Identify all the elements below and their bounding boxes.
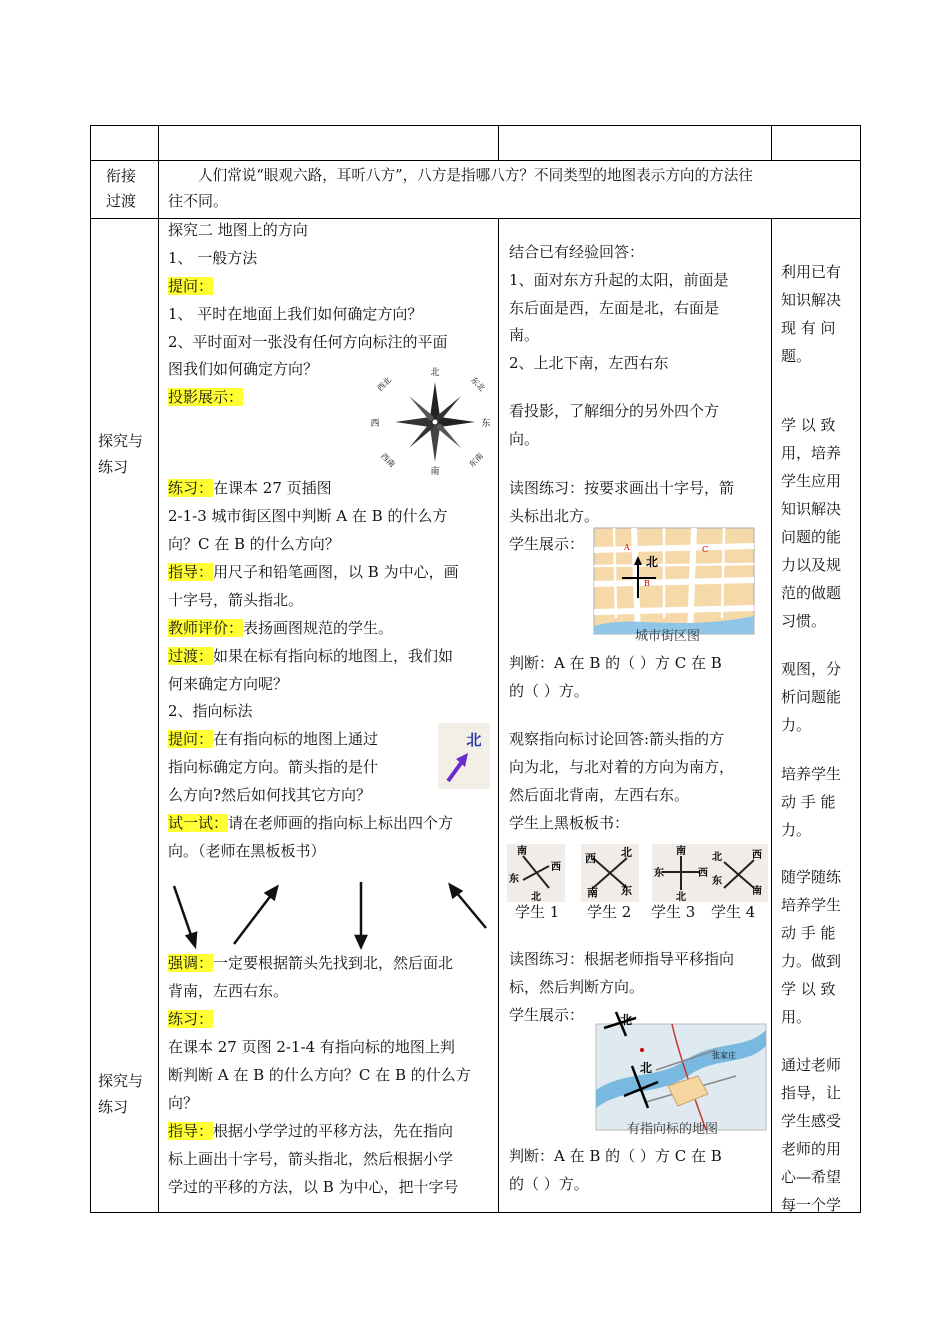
exercise-text: 在课本 27 页图 2-1-4 有指向标的地图上判	[168, 1038, 455, 1056]
row-label: 过渡	[106, 192, 137, 210]
question-text: 1、 平时在地面上我们如何确定方向？	[168, 305, 423, 323]
row-divider	[90, 160, 861, 161]
guide-text: 根据小学学过的平移方法，先在指向	[213, 1122, 454, 1140]
eval-text: 表扬画图规范的学生。	[243, 619, 394, 637]
board-drawing-2	[581, 844, 639, 902]
compass-w: 西	[370, 419, 380, 429]
col-divider	[771, 125, 772, 160]
section-title: 探究二 地图上的方向	[168, 221, 308, 239]
exercise-text: 向？	[168, 1094, 199, 1112]
purpose-text: 通过老师	[781, 1056, 842, 1074]
north-icon-label: 北	[466, 731, 482, 749]
compass-n: 北	[430, 368, 440, 378]
student-caption: 学生 2	[587, 903, 632, 921]
svg-text:东: 东	[509, 874, 519, 885]
question-label: 提问：	[168, 730, 214, 748]
guide-text: 学过的平移的方法，以 B 为中心，把十字号	[168, 1178, 459, 1196]
purpose-text: 题。	[781, 347, 812, 365]
student-show-label: 学生展示：	[509, 1006, 585, 1024]
map-north-1: 北	[620, 1013, 633, 1027]
judge-text: 判断：A 在 B 的（ ）方 C 在 B	[509, 1147, 722, 1165]
student-text: 1、面对东方升起的太阳，前面是	[509, 271, 729, 289]
student-text: 看投影，了解细分的另外四个方	[509, 402, 720, 420]
col-divider	[498, 125, 499, 160]
compass-se: 东南	[467, 451, 486, 470]
svg-text:北: 北	[712, 852, 722, 863]
compass-s: 南	[430, 467, 440, 477]
student-text: 南。	[509, 326, 540, 344]
purpose-text: 利用已有	[781, 263, 842, 281]
student-show-label: 学生展示：	[509, 535, 585, 553]
purpose-text: 学生感受	[781, 1112, 842, 1130]
svg-text:北: 北	[621, 846, 632, 859]
map-point-a: A	[624, 543, 630, 552]
purpose-text: 力。	[781, 716, 812, 734]
map-north-2: 北	[640, 1061, 653, 1075]
purpose-text: 老师的用	[781, 1140, 842, 1158]
map-point-b: B	[644, 579, 650, 588]
purpose-text: 问题的能	[781, 528, 842, 546]
map-point-c: C	[702, 545, 709, 554]
purpose-text: 学 以 致	[781, 980, 836, 998]
guide-text: 用尺子和铅笔画图，以 B 为中心，画	[213, 563, 459, 581]
purpose-text: 心—希望	[781, 1168, 842, 1186]
question-label: 提问：	[168, 277, 214, 295]
question-text: 在有指向标的地图上通过	[213, 730, 379, 748]
purpose-text: 学 以 致	[781, 416, 836, 434]
row-label: 练习	[98, 1098, 129, 1116]
svg-text:西: 西	[698, 868, 708, 879]
compass-nw: 西北	[375, 375, 394, 394]
purpose-text: 习惯。	[781, 612, 827, 630]
judge-text: 的（ ）方。	[509, 682, 589, 700]
judge-text: 判断：A 在 B 的（ ）方 C 在 B	[509, 654, 722, 672]
student-text: 读图练习：按要求画出十字号，箭	[509, 479, 735, 497]
question-text: 2、平时面对一张没有任何方向标注的平面	[168, 333, 448, 351]
purpose-text: 析问题能	[781, 688, 842, 706]
purpose-text: 知识解决	[781, 500, 842, 518]
svg-text:东: 东	[654, 868, 664, 879]
exercise-text: 在课本 27 页插图	[213, 479, 332, 497]
purpose-text: 现 有 问	[781, 319, 836, 337]
eval-label: 教师评价：	[168, 619, 244, 637]
compass-e: 东	[481, 419, 491, 429]
map-caption: 有指向标的地图	[627, 1122, 719, 1137]
purpose-text: 知识解决	[781, 291, 842, 309]
purpose-text: 力以及规	[781, 556, 842, 574]
purpose-text: 动 手 能	[781, 924, 836, 942]
svg-text:北: 北	[676, 892, 686, 903]
svg-text:北: 北	[531, 892, 541, 903]
subsection: 2、指向标法	[168, 702, 253, 720]
compass-rose	[362, 364, 492, 476]
emphasis-text: 背南，左西右东。	[168, 982, 289, 1000]
board-drawing-3	[652, 844, 710, 902]
student-caption: 学生 3	[651, 903, 696, 921]
student-text: 观察指向标讨论回答:箭头指的方	[509, 730, 725, 748]
transition-text: 何来确定方向呢？	[168, 675, 289, 693]
board-drawing-4	[710, 844, 768, 902]
purpose-text: 范的做题	[781, 584, 842, 602]
purpose-text: 力。做到	[781, 952, 842, 970]
purpose-text: 指导，让	[781, 1084, 842, 1102]
question-text: 指向标确定方向。箭头指的是什	[168, 758, 379, 776]
svg-text:南: 南	[676, 846, 686, 857]
guide-text: 标上画出十字号，箭头指北，然后根据小学	[168, 1150, 454, 1168]
compass-sw: 西南	[378, 451, 397, 470]
direction-arrows	[168, 878, 498, 950]
svg-text:南: 南	[517, 846, 527, 857]
subsection: 1、 一般方法	[168, 249, 258, 267]
purpose-text: 培养学生	[781, 765, 842, 783]
student-text: 向为北，与北对着的方向为南方，	[509, 758, 735, 776]
purpose-text: 学生应用	[781, 472, 842, 490]
col-divider	[158, 125, 159, 1213]
board-drawing-1	[507, 844, 565, 902]
transition-text: 人们常说“眼观六路，耳听八方”，八方是指哪八方？不同类型的地图表示方向的方法往	[198, 167, 753, 184]
svg-text:南: 南	[587, 886, 598, 899]
exercise-label: 练习：	[168, 1010, 214, 1028]
svg-text:西: 西	[585, 852, 596, 865]
student-caption: 学生 1	[515, 903, 560, 921]
projection-label: 投影展示：	[168, 388, 244, 406]
purpose-text: 力。	[781, 821, 812, 839]
exercise-text: 向？C 在 B 的什么方向？	[168, 535, 340, 553]
exercise-text: 2-1-3 城市街区图中判断 A 在 B 的什么方	[168, 507, 448, 525]
north-arrow-icon	[438, 723, 490, 789]
row-label: 探究与	[98, 432, 144, 450]
compass-ne: 东北	[468, 375, 487, 394]
city-map	[594, 528, 754, 634]
row-label: 练习	[98, 458, 129, 476]
student-text: 读图练习：根据老师指导平移指向	[509, 950, 735, 968]
purpose-text: 每一个学	[781, 1196, 842, 1214]
svg-text:西: 西	[752, 850, 762, 861]
row-label: 衔接	[106, 167, 137, 185]
svg-text:西: 西	[551, 862, 561, 873]
map-north: 北	[646, 555, 659, 569]
emphasis-label: 强调：	[168, 954, 214, 972]
question-text: 图我们如何确定方向？	[168, 360, 319, 378]
student-text: 东后面是西，左面是北，右面是	[509, 299, 720, 317]
svg-text:东: 东	[621, 884, 632, 897]
guide-label: 指导：	[168, 563, 214, 581]
student-text: 结合已有经验回答：	[509, 243, 645, 261]
col-divider	[498, 218, 499, 1213]
purpose-text: 用。	[781, 1008, 812, 1026]
exercise-text: 断判断 A 在 B 的什么方向？C 在 B 的什么方	[168, 1066, 471, 1084]
try-text: 向。（老师在黑板板书）	[168, 842, 326, 860]
student-text: 标，然后判断方向。	[509, 978, 645, 996]
pointer-map	[596, 1010, 766, 1130]
svg-text:南: 南	[752, 886, 762, 897]
purpose-text: 用，培养	[781, 444, 842, 462]
purpose-text: 培养学生	[781, 896, 842, 914]
try-text: 请在老师画的指向标上标出四个方	[228, 814, 454, 832]
student-text: 学生上黑板板书：	[509, 814, 630, 832]
guide-text: 十字号，箭头指北。	[168, 591, 304, 609]
emphasis-text: 一定要根据箭头先找到北，然后面北	[213, 954, 454, 972]
transition-text: 如果在标有指向标的地图上，我们如	[213, 647, 454, 665]
judge-text: 的（ ）方。	[509, 1175, 589, 1193]
student-text: 然后面北背南，左西右东。	[509, 786, 690, 804]
exercise-label: 练习：	[168, 479, 214, 497]
col-divider	[771, 218, 772, 1213]
question-text: 么方向?然后如何找其它方向？	[168, 786, 372, 804]
purpose-text: 动 手 能	[781, 793, 836, 811]
transition-label: 过渡：	[168, 647, 214, 665]
try-label: 试一试：	[168, 814, 229, 832]
purpose-text: 观图，分	[781, 660, 842, 678]
student-text: 2、上北下南，左西右东	[509, 354, 669, 372]
purpose-text: 随学随练	[781, 868, 842, 886]
student-text: 头标出北方。	[509, 507, 600, 525]
map-caption: 城市街区图	[635, 629, 701, 644]
transition-text: 往不同。	[168, 192, 229, 210]
svg-text:东: 东	[712, 876, 722, 887]
student-caption: 学生 4	[711, 903, 756, 921]
row-label: 探究与	[98, 1072, 144, 1090]
student-text: 向。	[509, 430, 540, 448]
guide-label: 指导：	[168, 1122, 214, 1140]
map-town: 张家庄	[712, 1051, 736, 1060]
